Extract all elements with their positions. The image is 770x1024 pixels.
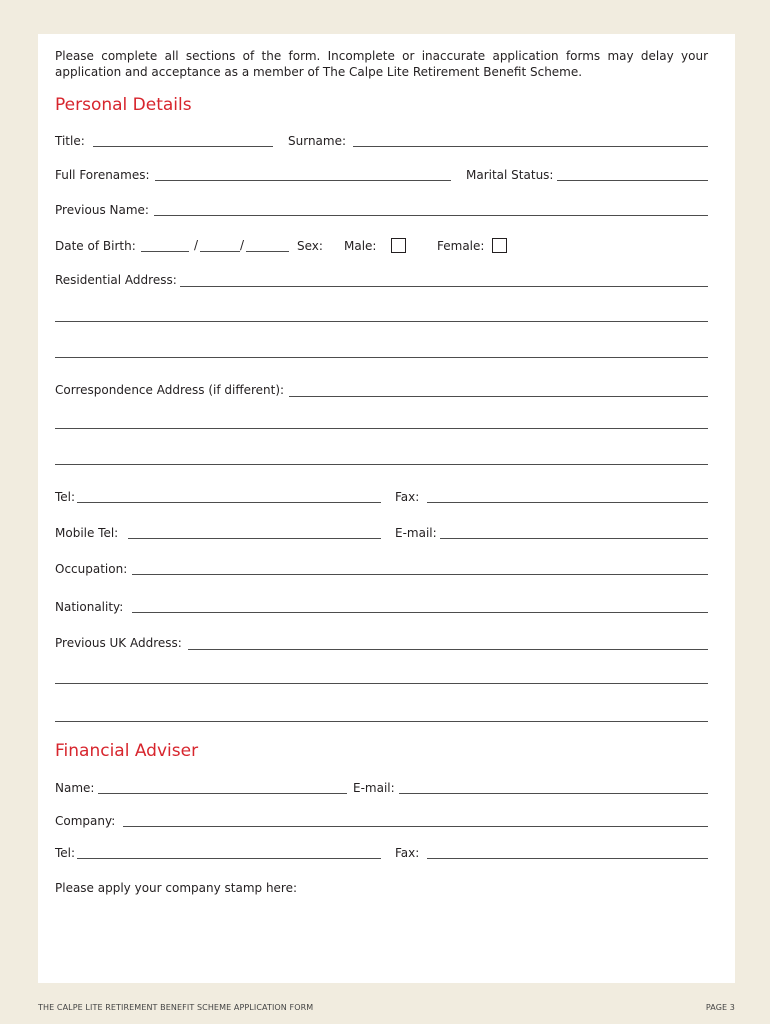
dob-label: Date of Birth: (55, 239, 136, 253)
correspondence-address-line-3[interactable] (55, 464, 708, 465)
tel-field[interactable] (77, 502, 381, 503)
dob-separator: / (194, 238, 199, 252)
residential-address-line-2[interactable] (55, 321, 708, 322)
footer-form-name: THE CALPE LITE RETIREMENT BENEFIT SCHEME APPLICATION FORM (38, 1003, 314, 1012)
form-sheet (38, 34, 735, 983)
previous-uk-address-line-2[interactable] (55, 683, 708, 684)
adviser-tel-label: Tel: (55, 846, 76, 860)
title-field[interactable] (93, 146, 273, 147)
fax-field[interactable] (427, 502, 708, 503)
company-stamp-label: Please apply your company stamp here: (55, 881, 298, 895)
adviser-fax-label: Fax: (395, 846, 420, 860)
occupation-field[interactable] (132, 574, 708, 575)
financial-adviser-heading: Financial Adviser (55, 741, 199, 761)
surname-label: Surname: (288, 134, 347, 148)
dob-day-field[interactable] (141, 251, 189, 252)
adviser-email-label: E-mail: (353, 781, 395, 795)
company-label: Company: (55, 814, 116, 828)
female-checkbox[interactable] (492, 238, 507, 253)
adviser-name-label: Name: (55, 781, 95, 795)
correspondence-address-label: Correspondence Address (if different): (55, 383, 285, 397)
adviser-tel-field[interactable] (77, 858, 381, 859)
previous-name-label: Previous Name: (55, 203, 149, 217)
mobile-tel-label: Mobile Tel: (55, 526, 119, 540)
surname-field[interactable] (353, 146, 708, 147)
title-label: Title: (55, 134, 85, 148)
footer-page-number: PAGE 3 (705, 1003, 735, 1012)
occupation-label: Occupation: (55, 562, 128, 576)
correspondence-address-line-2[interactable] (55, 428, 708, 429)
marital-status-label: Marital Status: (466, 168, 554, 182)
email-label: E-mail: (395, 526, 437, 540)
previous-uk-address-label: Previous UK Address: (55, 636, 182, 650)
adviser-email-field[interactable] (399, 793, 708, 794)
dob-month-field[interactable] (200, 251, 240, 252)
marital-status-field[interactable] (557, 180, 708, 181)
email-field[interactable] (440, 538, 708, 539)
previous-uk-address-line-3[interactable] (55, 721, 708, 722)
intro-text: Please complete all sections of the form. Incomplete or inaccurate application forms may delay your application and acceptance as a member of The Calpe Lite Retirement Benefit Scheme. (55, 49, 708, 79)
forenames-field[interactable] (155, 180, 451, 181)
sex-label: Sex: (297, 239, 323, 253)
adviser-fax-field[interactable] (427, 858, 708, 859)
dob-year-field[interactable] (246, 251, 289, 252)
previous-name-field[interactable] (154, 215, 708, 216)
fax-label: Fax: (395, 490, 420, 504)
dob-separator: / (240, 238, 245, 252)
residential-address-line-3[interactable] (55, 357, 708, 358)
male-label: Male: (344, 239, 377, 253)
previous-uk-address-field[interactable] (188, 649, 708, 650)
personal-details-heading: Personal Details (55, 95, 192, 115)
male-checkbox[interactable] (391, 238, 406, 253)
residential-address-label: Residential Address: (55, 273, 177, 287)
correspondence-address-field[interactable] (289, 396, 708, 397)
tel-label: Tel: (55, 490, 76, 504)
nationality-label: Nationality: (55, 600, 124, 614)
forenames-label: Full Forenames: (55, 168, 150, 182)
residential-address-field[interactable] (180, 286, 708, 287)
company-stamp-area (55, 904, 718, 974)
nationality-field[interactable] (132, 612, 708, 613)
mobile-tel-field[interactable] (128, 538, 381, 539)
adviser-name-field[interactable] (98, 793, 347, 794)
company-field[interactable] (123, 826, 708, 827)
female-label: Female: (437, 239, 485, 253)
